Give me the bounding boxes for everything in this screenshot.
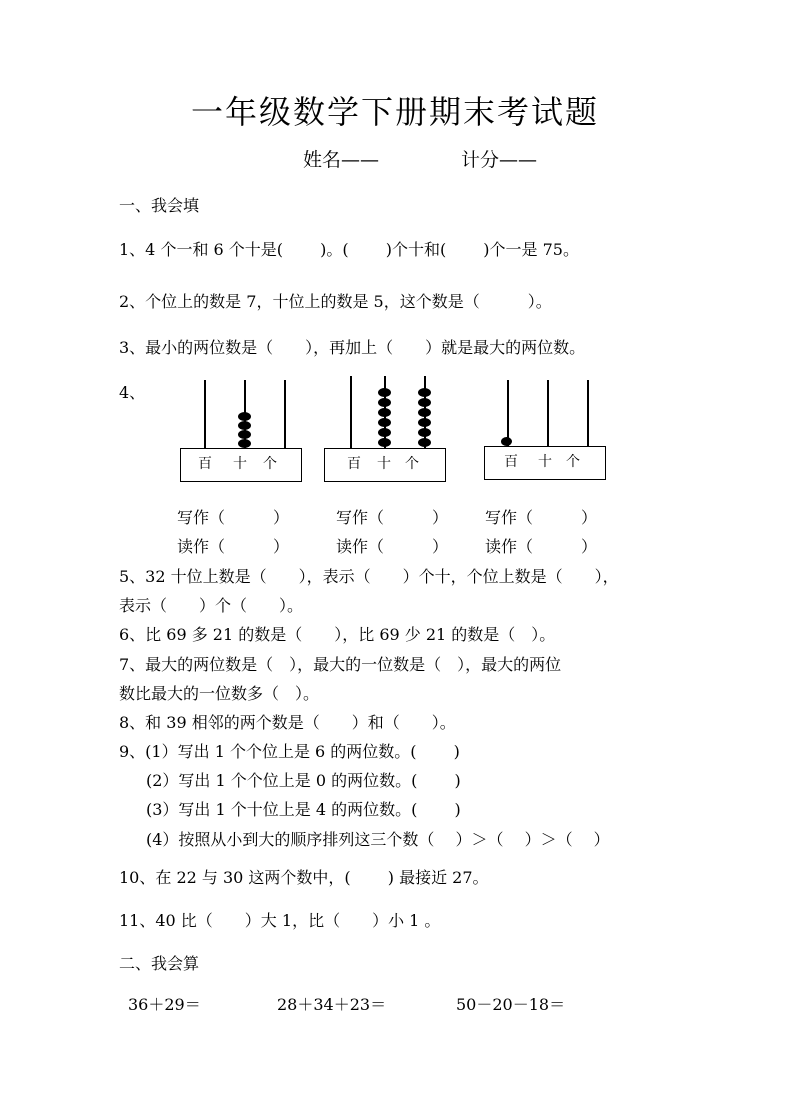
bead: [418, 428, 431, 437]
question-5: 5、32 十位上数是（ ），表示（ ）个十，个位上数是（ ），: [119, 567, 619, 586]
bead: [418, 408, 431, 417]
bead: [418, 398, 431, 407]
question-9-4: (4）按照从小到大的顺序排列这三个数（ ）＞（ ）＞（ ）: [146, 830, 610, 849]
abacus-3: [484, 380, 606, 480]
bead: [418, 418, 431, 427]
bead: [418, 388, 431, 397]
question-5-cont: 表示（ ）个（ ）。: [119, 596, 304, 615]
label-tens: 十: [233, 456, 247, 472]
label-hundreds: 百: [347, 456, 361, 472]
bead: [378, 388, 391, 397]
bead: [238, 412, 251, 421]
calc-problem-3: 50－20－18＝: [456, 995, 566, 1014]
page-title: 一年级数学下册期末考试题: [190, 93, 599, 131]
bead: [501, 437, 512, 446]
bead: [238, 430, 251, 439]
place-value-box: [324, 448, 446, 482]
read-as-3: 读作（ ）: [485, 537, 598, 556]
bead: [238, 439, 251, 448]
calc-problem-2: 28＋34＋23＝: [277, 995, 387, 1014]
bead: [378, 418, 391, 427]
name-label: 姓名——: [303, 149, 380, 171]
question-10: 10、在 22 与 30 这两个数中，( ) 最接近 27。: [119, 868, 489, 887]
place-value-box: [180, 448, 302, 482]
question-8: 8、和 39 相邻的两个数是（ ）和（ ）。: [119, 713, 456, 732]
label-hundreds: 百: [198, 456, 212, 472]
bead: [378, 408, 391, 417]
label-tens: 十: [538, 454, 552, 470]
bead: [378, 428, 391, 437]
write-as-1: 写作（ ）: [177, 508, 290, 527]
bead: [378, 438, 391, 447]
question-7-cont: 数比最大的一位数多（ ）。: [119, 684, 320, 703]
question-9-2: (2）写出 1 个个位上是 0 的两位数。( ): [146, 771, 461, 790]
read-as-1: 读作（ ）: [177, 537, 290, 556]
calc-problem-1: 36＋29＝: [128, 995, 201, 1014]
question-2: 2、个位上的数是 7，十位上的数是 5，这个数是（ ）。: [119, 292, 552, 311]
rod-hundreds: [204, 380, 206, 448]
abacus-1: [180, 380, 302, 482]
question-4: 4、: [119, 383, 146, 402]
question-6: 6、比 69 多 21 的数是（ ），比 69 少 21 的数是（ ）。: [119, 625, 556, 644]
abacus-2: [324, 376, 446, 482]
read-as-2: 读作（ ）: [336, 537, 449, 556]
label-hundreds: 百: [504, 454, 518, 470]
label-ones: 个: [405, 456, 419, 472]
question-9-3: (3）写出 1 个十位上是 4 的两位数。( ): [146, 800, 461, 819]
section-fill-heading: 一、我会填: [119, 196, 200, 215]
question-9: 9、(1）写出 1 个个位上是 6 的两位数。( ): [119, 742, 460, 761]
rod-ones: [587, 380, 589, 446]
rod-ones: [284, 380, 286, 448]
section-calc-heading: 二、我会算: [119, 954, 200, 973]
rod-hundreds: [350, 376, 352, 448]
question-11: 11、40 比（ ）大 1，比（ ）小 1 。: [119, 911, 441, 930]
rod-tens: [547, 380, 549, 446]
question-7: 7、最大的两位数是（ ），最大的一位数是（ ），最大的两位: [119, 655, 562, 674]
bead: [418, 438, 431, 447]
label-ones: 个: [263, 456, 277, 472]
write-as-2: 写作（ ）: [336, 508, 449, 527]
question-1: 1、4 个一和 6 个十是( )。( )个十和( )个一是 75。: [119, 240, 579, 259]
place-value-box: [484, 446, 606, 480]
write-as-3: 写作（ ）: [485, 508, 598, 527]
bead: [238, 421, 251, 430]
label-tens: 十: [377, 456, 391, 472]
question-3: 3、最小的两位数是（ ），再加上（ ）就是最大的两位数。: [119, 338, 586, 357]
score-label: 计分——: [461, 149, 538, 171]
label-ones: 个: [566, 454, 580, 470]
bead: [378, 398, 391, 407]
